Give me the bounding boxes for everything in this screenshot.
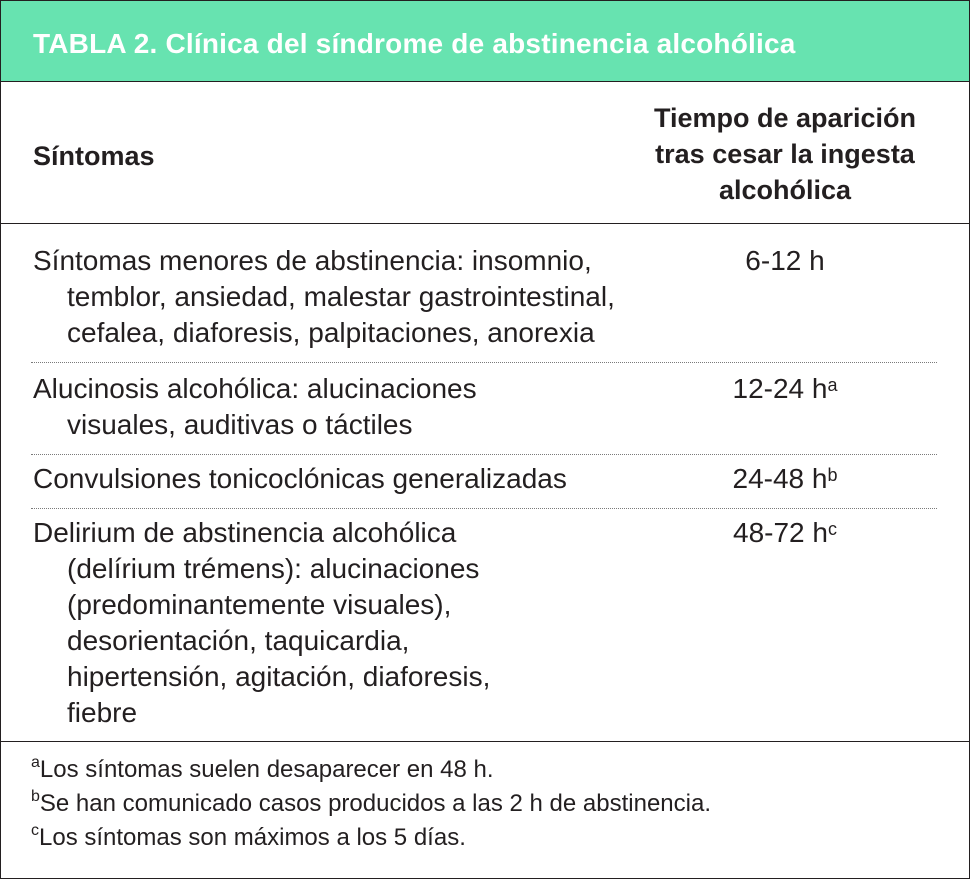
symptoms-line: visuales, auditivas o táctiles	[67, 409, 413, 440]
footnote-mark: b	[827, 465, 838, 485]
symptoms-line: Convulsiones tonicoclónicas generalizadas	[33, 463, 567, 494]
symptoms-line: Síntomas menores de abstinencia: insomnio,	[33, 245, 592, 276]
footnote	[31, 790, 711, 818]
symptoms-cell	[33, 371, 673, 443]
table-title-bar	[1, 1, 969, 82]
footnote-mark: a	[31, 754, 40, 771]
footnote-mark: b	[31, 788, 40, 805]
symptoms-line: fiebre	[67, 697, 138, 728]
symptoms-line: (delírium trémens): alucinaciones	[67, 553, 480, 584]
onset-time-value: 6-12 h	[745, 245, 825, 276]
onset-time-value: 24-48 h	[732, 463, 828, 494]
symptoms-cell	[33, 243, 673, 351]
symptoms-cell	[33, 515, 673, 731]
symptoms-cell	[33, 461, 673, 497]
footnote-mark: c	[31, 822, 39, 839]
symptoms-line: hipertensión, agitación, diaforesis,	[67, 661, 491, 692]
onset-time-cell	[635, 461, 935, 497]
column-header-onset-line: alcohólica	[718, 175, 852, 205]
footnote-mark: a	[827, 375, 838, 395]
column-header-onset-time	[635, 100, 935, 208]
footnote-text: Los síntomas suelen desaparecer en 48 h.	[39, 756, 494, 783]
symptoms-line: desorientación, taquicardia,	[67, 625, 410, 656]
onset-time-cell	[635, 515, 935, 551]
symptoms-line: Delirium de abstinencia alcohólica	[33, 517, 457, 548]
table-row	[31, 461, 937, 509]
table-row	[31, 371, 937, 455]
onset-time-cell	[635, 371, 935, 407]
symptoms-line: Alucinosis alcohólica: alucinaciones	[33, 373, 477, 404]
table-header-row	[1, 82, 969, 224]
footnote	[31, 756, 494, 784]
table-footnotes	[1, 741, 969, 878]
symptoms-line: cefalea, diaforesis, palpitaciones, anorexia	[67, 317, 595, 348]
column-header-symptoms: Síntomas	[33, 141, 155, 171]
table-title: TABLA 2. Clínica del síndrome de abstinencia alcohólica	[33, 28, 796, 59]
footnote	[31, 824, 466, 852]
footnote-mark: c	[827, 519, 837, 539]
onset-time-cell	[635, 243, 935, 279]
footnote-text: Se han comunicado casos producidos a las 2 h de abstinencia.	[39, 790, 712, 817]
onset-time-value: 48-72 h	[733, 517, 828, 548]
onset-time-value: 12-24 h	[732, 373, 828, 404]
symptoms-line: (predominantemente visuales),	[67, 589, 452, 620]
table-row	[31, 515, 937, 735]
table-row	[31, 243, 937, 363]
symptoms-line: temblor, ansiedad, malestar gastrointestinal,	[67, 281, 615, 312]
footnote-text: Los síntomas son máximos a los 5 días.	[39, 824, 466, 851]
column-header-onset-line: Tiempo de aparición	[653, 103, 917, 133]
column-header-onset-line: tras cesar la ingesta	[655, 139, 915, 169]
